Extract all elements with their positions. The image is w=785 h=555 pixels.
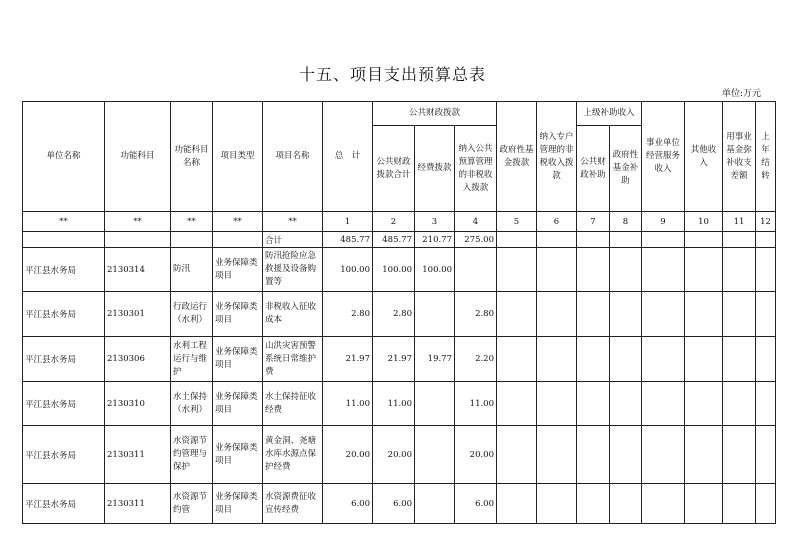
empty-cell [685,426,723,484]
func-cell: 水资源节约管理与保护 [171,426,213,484]
total-funding: 210.77 [415,232,455,248]
index-cell: 1 [323,212,373,232]
empty-cell [497,382,537,426]
index-cell: ** [105,212,171,232]
unit-cell: 平江县水务局 [23,292,105,337]
empty-cell [756,426,776,484]
empty-cell [610,337,642,382]
empty-cell [642,426,685,484]
empty-cell [537,248,577,292]
header-balance: 用事业基金弥补收支差额 [723,102,756,212]
header-public-sub1: 公共财政拨款合计 [373,126,415,212]
empty-cell [642,484,685,524]
page-title: 十五、项目支出预算总表 [298,65,486,84]
total-label: 合计 [263,232,323,248]
empty-cell [642,292,685,337]
unit-cell: 平江县水务局 [23,484,105,524]
empty-cell [756,292,776,337]
empty-cell [685,337,723,382]
index-cell: ** [213,212,263,232]
empty-cell [723,484,756,524]
nontax-cell: 6.00 [455,484,497,524]
empty-cell [756,382,776,426]
header-business: 事业单位经营服务收入 [642,102,685,212]
header-upper-sub1: 公共财政补助 [577,126,610,212]
table-row [23,484,776,524]
name-cell: 水土保持征收经费 [263,382,323,426]
funding-cell: 19.77 [415,337,455,382]
code-cell: 2130311 [105,426,171,484]
empty-cell [610,248,642,292]
name-cell: 水资源费征收宣传经费 [263,484,323,524]
empty-cell [756,337,776,382]
name-cell: 防汛抢险应急救援及设备购置等 [263,248,323,292]
name-cell: 非税收入征收成本 [263,292,323,337]
table-row [23,382,776,426]
empty-cell [577,382,610,426]
budget-table [22,101,776,524]
header-public-sub3: 纳入公共预算管理的非税收入拨款 [455,126,497,212]
empty-cell [537,292,577,337]
header-total: 总 计 [323,102,373,212]
type-cell: 业务保障类项目 [213,292,263,337]
total-public: 485.77 [373,232,415,248]
type-cell: 业务保障类项目 [213,337,263,382]
func-cell: 水土保持（水利） [171,382,213,426]
header-proj-name: 项目名称 [263,102,323,212]
empty-cell [577,337,610,382]
nontax-cell: 11.00 [455,382,497,426]
header-carryover: 上年结转 [756,102,776,212]
index-cell: 6 [537,212,577,232]
type-cell: 业务保障类项目 [213,426,263,484]
empty-cell [723,382,756,426]
public-total-cell: 6.00 [373,484,415,524]
table-row [23,292,776,337]
empty-cell [642,248,685,292]
nontax-cell [455,248,497,292]
empty-cell [685,248,723,292]
total-row [23,232,776,248]
empty-cell [497,292,537,337]
empty-cell [723,426,756,484]
func-cell: 水利工程运行与维护 [171,337,213,382]
empty-cell [610,484,642,524]
total-cell: 20.00 [323,426,373,484]
unit-cell: 平江县水务局 [23,337,105,382]
type-cell: 业务保障类项目 [213,484,263,524]
index-cell: 4 [455,212,497,232]
funding-cell [415,292,455,337]
empty-cell [756,484,776,524]
empty-cell [756,248,776,292]
func-cell: 行政运行（水利） [171,292,213,337]
empty-cell [723,292,756,337]
code-cell: 2130301 [105,292,171,337]
header-public-sub2: 经费拨款 [415,126,455,212]
funding-cell [415,382,455,426]
empty-cell [577,484,610,524]
total-cell: 21.97 [323,337,373,382]
empty-cell [577,426,610,484]
code-cell: 2130314 [105,248,171,292]
func-cell: 防汛 [171,248,213,292]
total-nontax: 275.00 [455,232,497,248]
header-upper-group: 上级补助收入 [577,102,642,126]
empty-cell [610,292,642,337]
empty-cell [685,484,723,524]
public-total-cell: 2.80 [373,292,415,337]
index-cell: 11 [723,212,756,232]
empty-cell [497,337,537,382]
unit-cell: 平江县水务局 [23,382,105,426]
index-cell: 12 [756,212,776,232]
index-cell: ** [23,212,105,232]
empty-cell [685,292,723,337]
empty-cell [577,248,610,292]
type-cell: 业务保障类项目 [213,382,263,426]
table-row [23,426,776,484]
funding-cell [415,426,455,484]
empty-cell [497,484,537,524]
header-other: 其他收入 [685,102,723,212]
name-cell: 山洪灾害预警系统日常维护费 [263,337,323,382]
header-gov-fund: 政府性基金拨款 [497,102,537,212]
funding-cell: 100.00 [415,248,455,292]
unit-label: 单位:万元 [721,89,761,99]
total-cell: 11.00 [323,382,373,426]
header-func-name: 功能科目名称 [171,102,213,212]
code-cell: 2130306 [105,337,171,382]
public-total-cell: 11.00 [373,382,415,426]
name-cell: 黄金洞、尧塘水库水源点保护经费 [263,426,323,484]
header-proj-type: 项目类型 [213,102,263,212]
index-cell: 2 [373,212,415,232]
index-cell: 7 [577,212,610,232]
empty-cell [497,426,537,484]
total-cell: 6.00 [323,484,373,524]
index-cell: 10 [685,212,723,232]
total-cell: 2.80 [323,292,373,337]
funding-cell [415,484,455,524]
header-upper-sub2: 政府性基金补助 [610,126,642,212]
empty-cell [497,248,537,292]
index-cell: 8 [610,212,642,232]
index-cell: 3 [415,212,455,232]
index-row [23,212,776,232]
index-cell: ** [263,212,323,232]
empty-cell [685,382,723,426]
unit-cell: 平江县水务局 [23,426,105,484]
public-total-cell: 21.97 [373,337,415,382]
empty-cell [537,337,577,382]
empty-cell [723,337,756,382]
empty-cell [537,484,577,524]
empty-cell [610,426,642,484]
code-cell: 2130311 [105,484,171,524]
code-cell: 2130310 [105,382,171,426]
type-cell: 业务保障类项目 [213,248,263,292]
total-amount: 485.77 [323,232,373,248]
nontax-cell: 2.20 [455,337,497,382]
empty-cell [537,426,577,484]
nontax-cell: 2.80 [455,292,497,337]
public-total-cell: 20.00 [373,426,415,484]
unit-cell: 平江县水务局 [23,248,105,292]
index-cell: 5 [497,212,537,232]
table-row [23,248,776,292]
header-unit-name: 单位名称 [23,102,105,212]
empty-cell [610,382,642,426]
index-cell: ** [171,212,213,232]
header-func-code: 功能科目 [105,102,171,212]
total-cell: 100.00 [323,248,373,292]
nontax-cell: 20.00 [455,426,497,484]
header-special: 纳入专户管理的非税收入拨款 [537,102,577,212]
table-row [23,337,776,382]
func-cell: 水资源节约管 [171,484,213,524]
public-total-cell: 100.00 [373,248,415,292]
empty-cell [642,337,685,382]
empty-cell [723,248,756,292]
header-public-group: 公共财政拨款 [373,102,497,126]
empty-cell [577,292,610,337]
empty-cell [537,382,577,426]
index-cell: 9 [642,212,685,232]
empty-cell [642,382,685,426]
